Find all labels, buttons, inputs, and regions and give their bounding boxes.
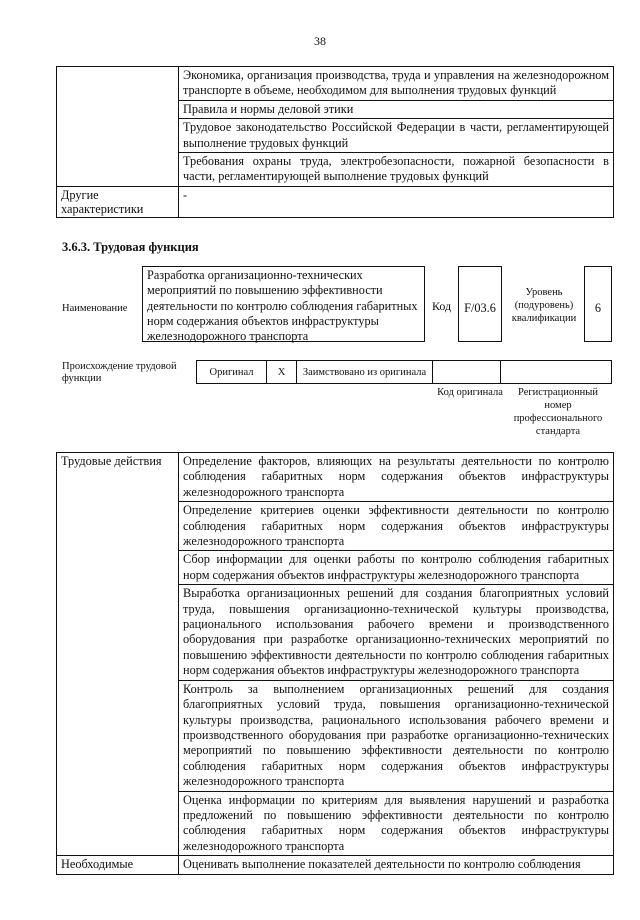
knowledge-table xyxy=(56,66,614,218)
knowledge-item: Правила и нормы деловой этики xyxy=(179,100,614,118)
knowledge-item: Экономика, организация производства, труда и управления на железнодорожном транспорте в объеме, необходимом для выполнения трудовых функций xyxy=(179,67,614,101)
labor-action-item: Определение факторов, влияющих на результаты деятельности по контролю соблюдения габаритных норм содержания объектов инфраструктуры железнодорожного транспорта xyxy=(179,453,614,502)
knowledge-item: Требования охраны труда, электробезопасности, пожарной безопасности в части, регламентирующей выполнение трудовых функций xyxy=(179,153,614,187)
original-code-cell xyxy=(433,361,501,384)
original-label: Оригинал xyxy=(197,361,267,384)
other-characteristics-value: - xyxy=(179,186,614,217)
empty-label-cell xyxy=(57,67,179,187)
labor-action-item: Выработка организационных решений для создания благоприятных условий труда, повышения организационно-технической культуры производства, рационального использования рабочего времени и производственного оборудования при разработке организационно-технических мероприятий по повышению эффективности деятельности по контролю соблюдения габаритных норм содержания объектов инфраструктуры железнодорожного транспорта xyxy=(179,585,614,680)
required-skills-label: Необходимые xyxy=(57,856,179,874)
borrowed-label: Заимствовано из оригинала xyxy=(297,361,433,384)
name-label: Наименование xyxy=(62,303,128,314)
function-code-value: F/03.6 xyxy=(458,266,502,342)
labor-action-item: Оценка информации по критериям для выявления нарушений и разработка предложений по повышению эффективности деятельности по контролю соблюдения габаритных норм содержания объектов инфраструктуры железнодорожного транспорта xyxy=(179,791,614,856)
labor-action-item: Определение критериев оценки эффективности деятельности по контролю соблюдения габаритных норм содержания объектов инфраструктуры железнодорожного транспорта xyxy=(179,502,614,551)
level-label: Уровень (подуровень) квалификации xyxy=(511,287,577,324)
original-code-caption: Код оригинала xyxy=(437,387,503,398)
page-number: 38 xyxy=(314,34,326,48)
registration-number-caption: Регистрационный номер профессионального стандарта xyxy=(513,387,603,437)
function-name-value: Разработка организационно-технических мероприятий по повышению эффективности деятельности по контролю соблюдения габаритных норм содержания объектов инфраструктуры железнодорожного транспорта xyxy=(142,266,425,342)
labor-action-item: Контроль за выполнением организационных решений для создания благоприятных условий труда, повышения организационно-технической культуры производства, рационального использования рабочего времени и производственного оборудования при разработке организационно-технических мероприятий по повышению эффективности деятельности по контролю соблюдения габаритных норм содержания объектов инфраструктуры железнодорожного транспорта xyxy=(179,680,614,791)
original-mark: X xyxy=(267,361,297,384)
knowledge-item: Трудовое законодательство Российской Федерации в части, регламентирующей выполнение трудовых функций xyxy=(179,119,614,153)
required-skill-item: Оценивать выполнение показателей деятельности по контролю соблюдения xyxy=(179,856,614,874)
origin-label: Происхождение трудовой функции xyxy=(62,361,177,384)
labor-actions-table xyxy=(56,452,614,875)
registration-number-cell xyxy=(501,361,612,384)
qualification-level-value: 6 xyxy=(584,266,612,342)
other-characteristics-label: Другие характеристики xyxy=(57,186,179,217)
code-label: Код xyxy=(432,299,452,313)
labor-actions-label: Трудовые действия xyxy=(57,453,179,856)
origin-table xyxy=(196,360,612,384)
section-heading: 3.6.3. Трудовая функция xyxy=(62,240,199,254)
labor-action-item: Сбор информации для оценки работы по контролю соблюдения габаритных норм содержания объектов инфраструктуры железнодорожного транспорта xyxy=(179,551,614,585)
